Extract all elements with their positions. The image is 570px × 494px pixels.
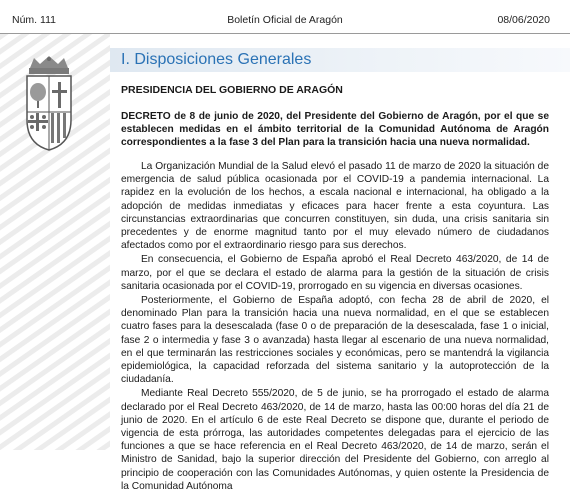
paragraph-1: La Organización Mundial de la Salud elevó el pasado 11 de marzo de 2020 la situación de emergencia de salud pública ocasionada por el COVID-19 a pandemia internacional. La rapidez en la evolución de los hechos, a escala nacional e internacional, ha obligado a la adopción de medidas inmediatas y eficaces para hacer frente a esta coyuntura. Las circunstancias extraordinarias que concurren constituyen, sin duda, una crisis sanitaria sin precedentes y de enorme magnitud tanto por el muy elevado número de ciudadanos afectados como por el extraordinario riesgo para sus derechos. xyxy=(121,161,549,252)
organism-heading: PRESIDENCIA DEL GOBIERNO DE ARAGÓN xyxy=(121,84,343,96)
decree-title: DECRETO de 8 de junio de 2020, del Presidente del Gobierno de Aragón, por el que se establecen medidas en el ámbito territorial de la Comunidad Autónoma de Aragón correspondientes a la fase 3 del Plan para la transición hacia una nueva normalidad. xyxy=(121,111,549,149)
page-header xyxy=(0,0,570,34)
paragraph-4: Mediante Real Decreto 555/2020, de 5 de junio, se ha prorrogado el estado de alarma declarado por el Real Decreto 463/2020, de 14 de marzo, hasta las 00:00 horas del día 21 de junio de 2020. En el artículo 6 de este Real Decreto se dispone que, durante el periodo de vigencia de esta prórroga, las autoridades competentes delegadas para el ejercicio de las funciones a que se hace referencia en el Real Decreto 463/2020, de 14 de marzo, serán el Ministro de Sanidad, bajo la superior dirección del Presidente del Gobierno, con arreglo al principio de cooperación con las Comunidades Autónomas, y quien ostente la Presidencia de la Comunidad Autónoma xyxy=(121,388,549,492)
bulletin-title: Boletín Oficial de Aragón xyxy=(227,14,343,26)
issue-date: 08/06/2020 xyxy=(497,14,550,26)
decree-body xyxy=(121,160,549,494)
paragraph-3: Posteriormente, el Gobierno de España adoptó, con fecha 28 de abril de 2020, el denominado Plan para la transición hacia una nueva normalidad, en el que se establecen cuatro fases para la desescalada (fase 0 o de preparación de la desescalada, fase 1 o inicial, fase 2 o intermedia y fase 3 o avanzada) hasta llegar al escenario de una nueva normalidad, en el que terminarán las restricciones sociales y económicas, pero se mantendrá la vigilancia epidemiológica, la capacidad reforzada del sistema sanitario y la autoprotección de la ciudadanía. xyxy=(121,295,549,386)
section-title: I. Disposiciones Generales xyxy=(121,51,312,68)
paragraph-2: En consecuencia, el Gobierno de España aprobó el Real Decreto 463/2020, de 14 de marzo, por el que se declara el estado de alarma para la gestión de la situación de crisis sanitaria ocasionada por el COVID-19, prorrogado en su vigencia en diversas ocasiones. xyxy=(121,254,549,292)
aragon-coat-of-arms-icon xyxy=(20,54,78,152)
issue-number: Núm. 111 xyxy=(12,14,56,26)
